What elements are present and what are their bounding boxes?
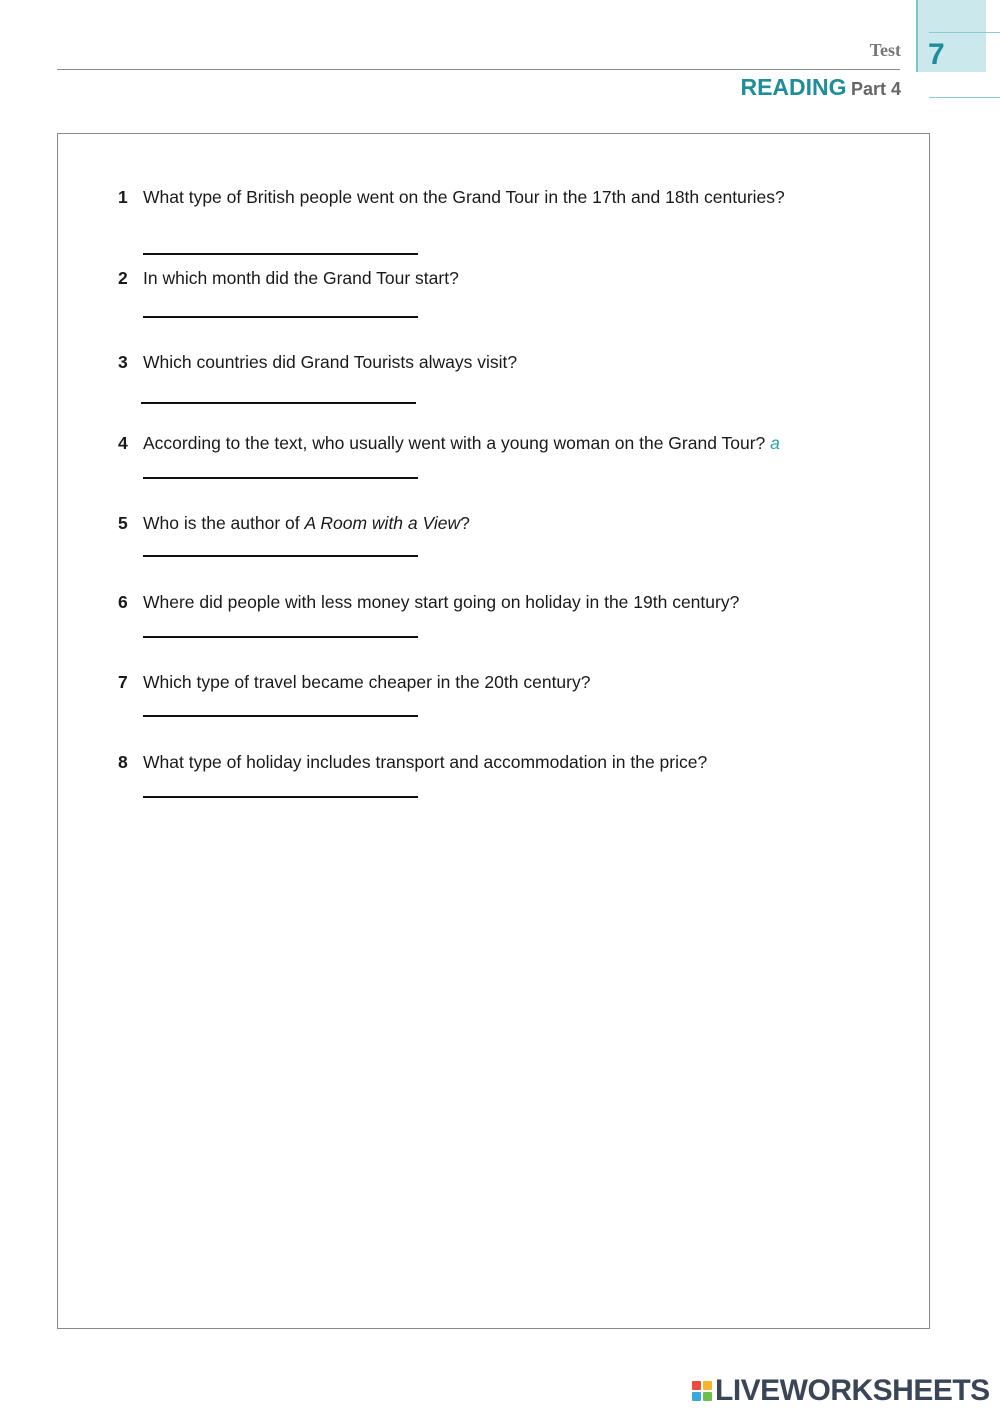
question-text: According to the text, who usually went with a young woman on the Grand Tour? (143, 433, 766, 453)
question-8 (118, 751, 707, 773)
header-rule (57, 69, 900, 70)
liveworksheets-logo (692, 1374, 990, 1410)
question-7 (118, 671, 590, 693)
logo-square-red (692, 1381, 701, 1390)
tab-rule-bottom (929, 97, 1000, 98)
answer-line-2[interactable] (143, 316, 418, 318)
answer-line-3[interactable] (141, 402, 416, 404)
answer-line-8[interactable] (143, 796, 418, 798)
logo-square-blue (692, 1392, 701, 1401)
question-2 (118, 267, 459, 289)
answer-line-5[interactable] (143, 555, 418, 557)
book-title: A Room with a View (304, 513, 461, 533)
test-number-tab (916, 0, 986, 72)
answer-line-7[interactable] (143, 715, 418, 717)
question-number: 7 (118, 672, 128, 692)
question-text: Which type of travel became cheaper in the 20th century? (143, 672, 591, 692)
section-title (600, 74, 901, 101)
question-number: 1 (118, 187, 128, 207)
question-text: Where did people with less money start going on holiday in the 19th century? (143, 592, 740, 612)
tab-rule-top (929, 32, 1000, 33)
question-3 (118, 351, 517, 373)
question-text-end: ? (460, 513, 470, 533)
question-text: What type of British people went on the Grand Tour in the 17th and 18th centuries? (143, 187, 785, 207)
question-text: What type of holiday includes transport and accommodation in the price? (143, 752, 708, 772)
question-5 (118, 512, 470, 534)
question-1 (118, 186, 785, 208)
logo-squares-icon (692, 1381, 712, 1401)
question-number: 6 (118, 592, 128, 612)
answer-line-6[interactable] (143, 636, 418, 638)
question-number: 5 (118, 513, 128, 533)
answer-line-1[interactable] (143, 253, 418, 255)
logo-square-green (703, 1392, 712, 1401)
question-number: 3 (118, 352, 128, 372)
question-number: 4 (118, 433, 128, 453)
test-number: 7 (928, 38, 945, 71)
question-6 (118, 591, 739, 613)
section-word: READING (740, 74, 847, 100)
test-label: Test (869, 40, 901, 60)
logo-square-yellow (703, 1381, 712, 1390)
question-text: In which month did the Grand Tour start? (143, 268, 459, 288)
question-number: 2 (118, 268, 128, 288)
question-number: 8 (118, 752, 128, 772)
filled-answer: a (770, 433, 780, 453)
logo-text: LIVEWORKSHEETS (715, 1374, 990, 1407)
questions-frame (57, 133, 930, 1329)
question-text: Which countries did Grand Tourists always visit? (143, 352, 518, 372)
question-text: Who is the author of (143, 513, 305, 533)
question-4 (118, 432, 780, 454)
answer-line-4[interactable] (143, 477, 418, 479)
section-part: Part 4 (850, 79, 901, 99)
